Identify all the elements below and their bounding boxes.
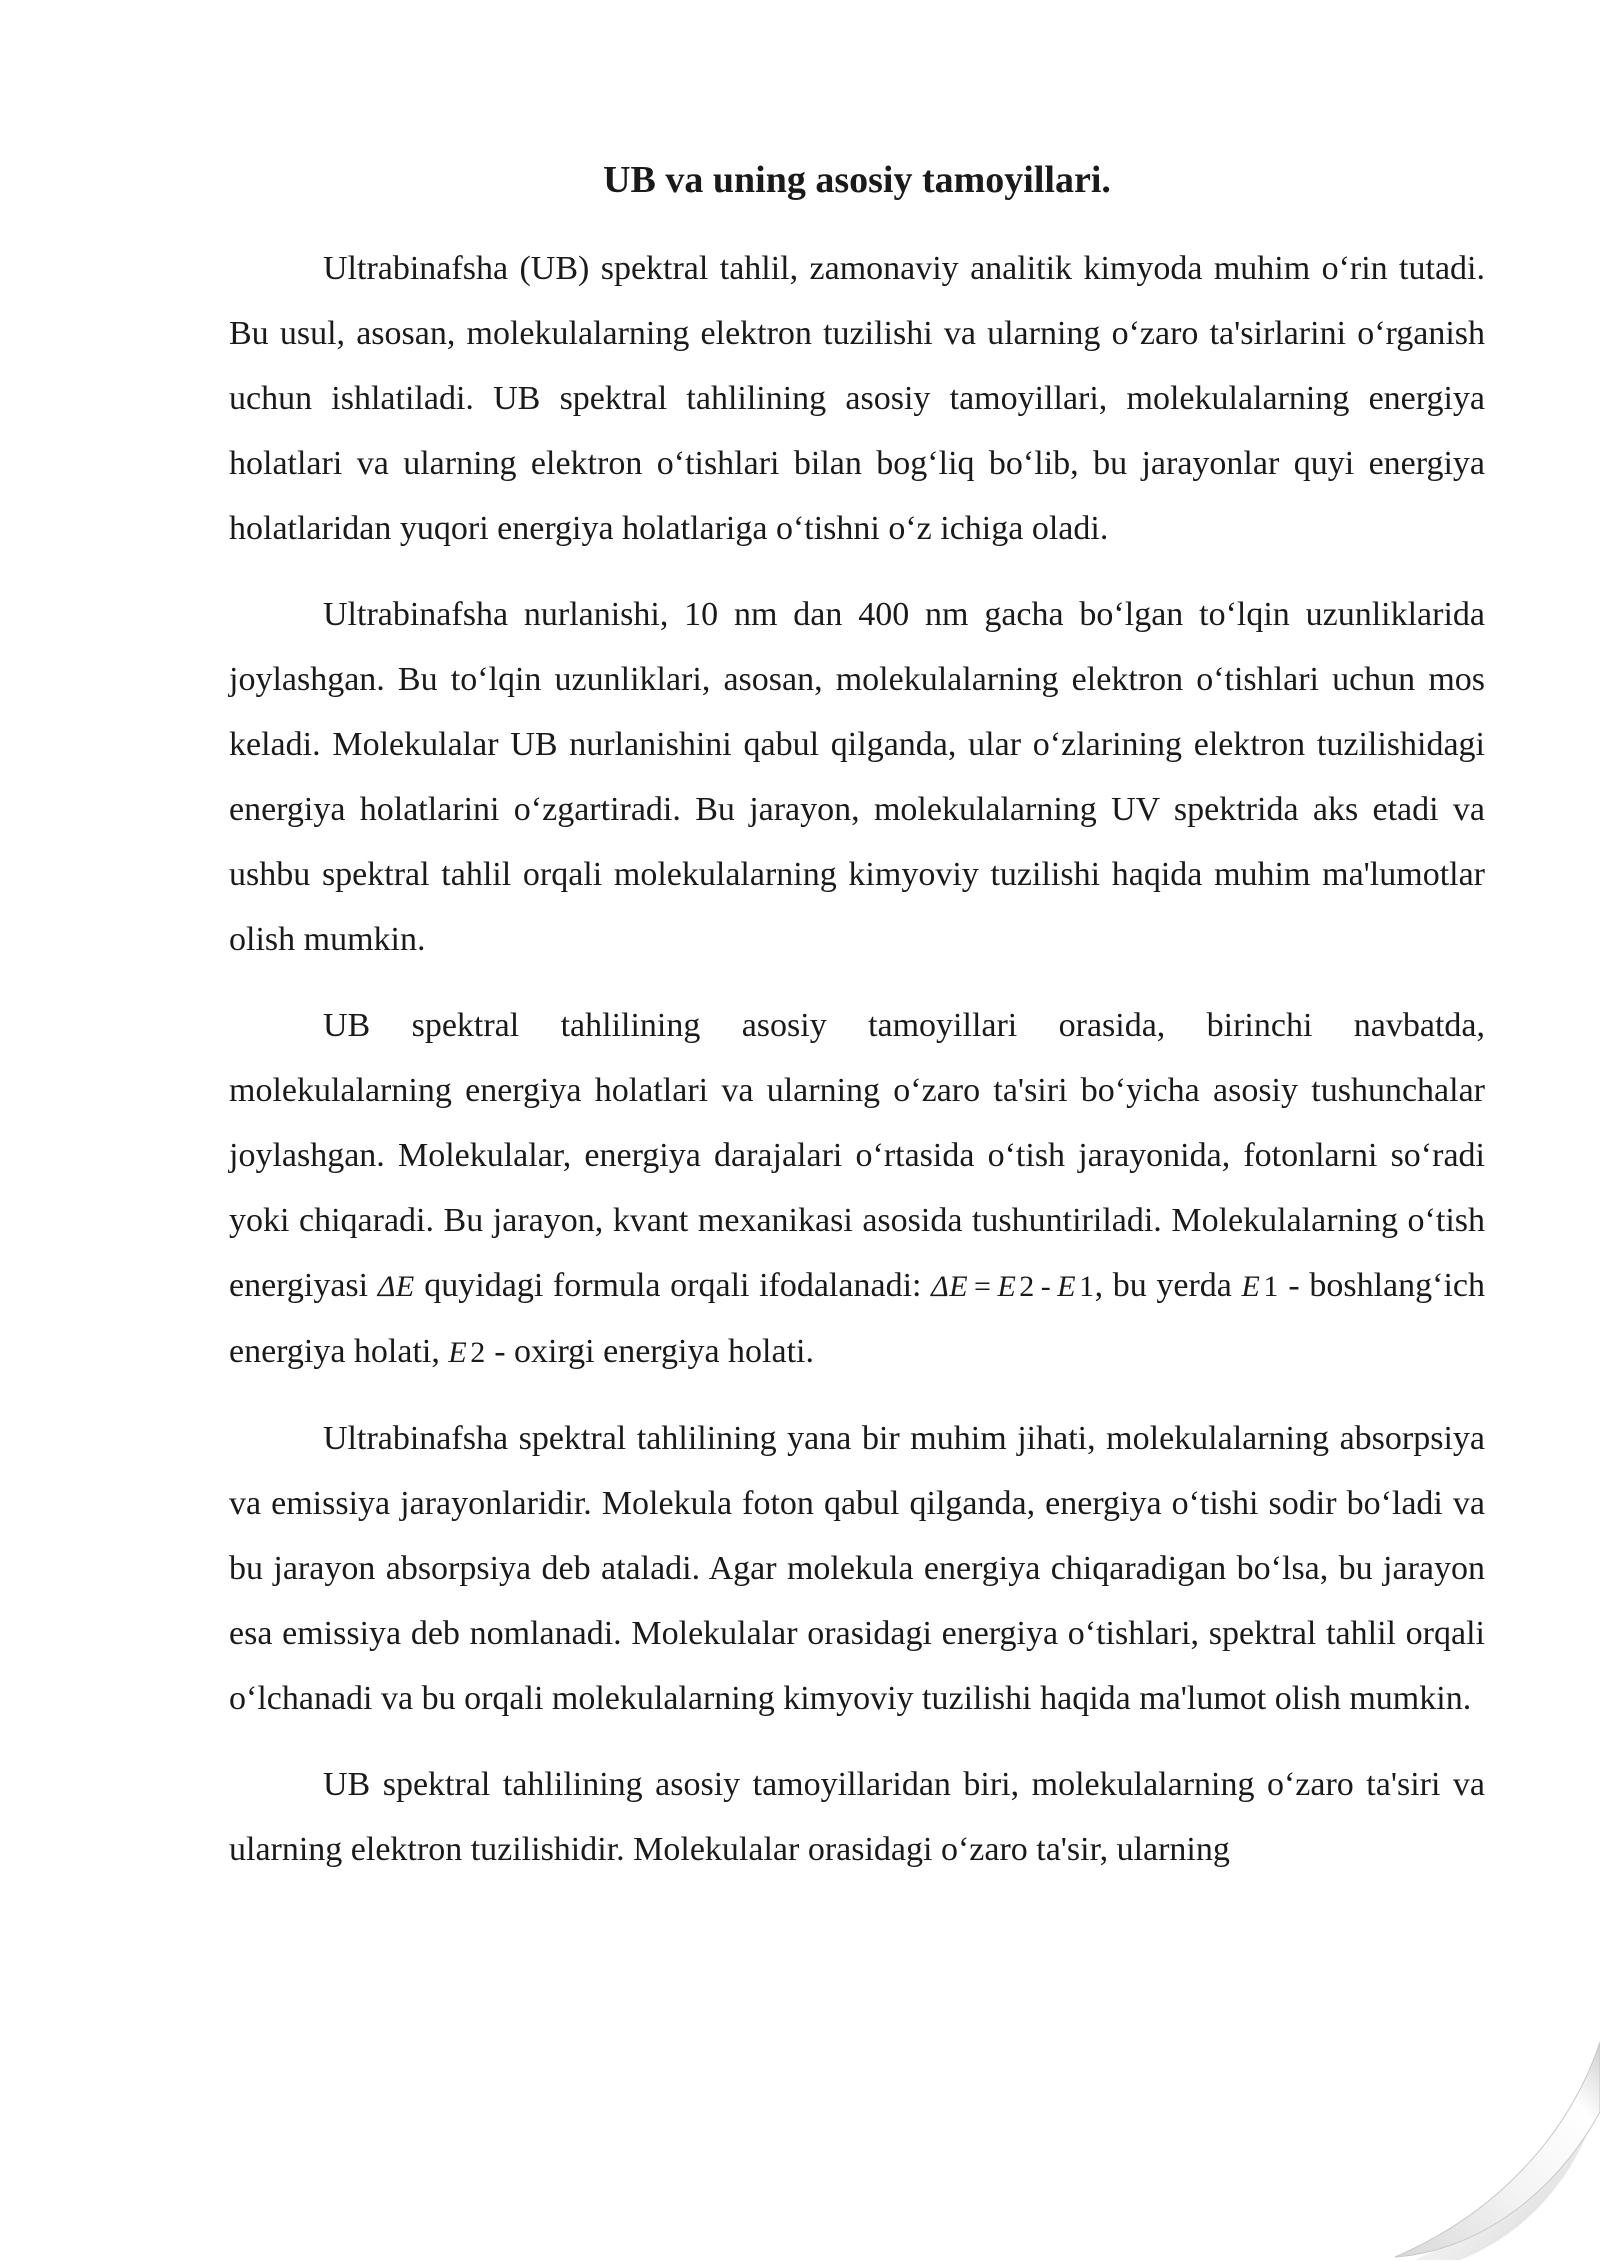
paragraph-absorption: Ultrabinafsha spektral tahlilining yana bir muhim jihati, molekulalarning absorpsiya va emissiya jarayonlaridir. Molekula foton qabul qilganda, energiya o‘tishi sodir bo‘ladi va bu jarayon absorpsiya deb ataladi. Agar molekula energiya chiqaradigan bo‘lsa, bu jarayon esa emissiya deb nomlanadi. Molekulalar orasidagi energiya o‘tishlari, spektral tahlil orqali o‘lchanadi va bu orqali molekulalarning kimyoviy tuzilishi haqida ma'lumot olish mumkin. xyxy=(229,1420,1485,1717)
formula-paragraph-text: - oxirgi energiya holati. xyxy=(485,1333,814,1370)
paragraph-formula xyxy=(229,993,1485,1385)
formula-paragraph-text: , bu yerda xyxy=(1094,1267,1242,1304)
document-title: UB va uning asosiy tamoyillari. xyxy=(603,159,1111,201)
formula-paragraph-text: - boshlang‘ich energiya holati, xyxy=(229,1267,1486,1370)
formula-paragraph-text: UB spektral tahlilining asosiy tamoyillari orasida, birinchi navbatda, molekulalarning energiya holatlari va ularning o‘zaro ta'siri bo‘yicha asosiy tushunchalar joylashgan. Molekulalar, energiya darajalari o‘rtasida o‘tish jarayonida, fotonlarni so‘radi yoki chiqaradi. Bu jarayon, kvant mexanikasi asosida tushuntiriladi. Molekulalarning o‘tish energiyasi xyxy=(229,1007,1485,1304)
e1-symbol: E 1 xyxy=(1241,1270,1279,1303)
document-body xyxy=(229,150,1485,1903)
energy-formula: ΔE = E 2 - E 1 xyxy=(931,1270,1095,1303)
paragraph-uv-range: Ultrabinafsha nurlanishi, 10 nm dan 400 nm gacha bo‘lgan to‘lqin uzunliklarida joylashgan. Bu to‘lqin uzunliklari, asosan, molekulalarning elektron o‘tishlari uchun mos keladi. Molekulalar UB nurlanishini qabul qilganda, ular o‘zlarining elektron tuzilishidagi energiya holatlarini o‘zgartiradi. Bu jarayon, molekulalarning UV spektrida aks etadi va ushbu spektral tahlil orqali molekulalarning kimyoviy tuzilishi haqida muhim ma'lumotlar olish mumkin. xyxy=(229,596,1485,958)
delta-e-symbol: ΔE xyxy=(377,1270,415,1303)
formula-paragraph-text: quyidagi formula orqali ifodalanadi: xyxy=(414,1267,932,1304)
paragraph-intro: Ultrabinafsha (UB) spektral tahlil, zamonaviy analitik kimyoda muhim o‘rin tutadi. Bu usul, asosan, molekulalarning elektron tuzilishi va ularning o‘zaro ta'sirlarini o‘rganish uchun ishlatiladi. UB spektral tahlilining asosiy tamoyillari, molekulalarning energiya holatlari va ularning elektron o‘tishlari bilan bog‘liq bo‘lib, bu jarayonlar quyi energiya holatlaridan yuqori energiya holatlariga o‘tishni o‘z ichiga oladi. xyxy=(229,250,1485,547)
page-curl-decoration xyxy=(1340,2002,1600,2262)
e2-symbol: E 2 xyxy=(448,1336,486,1369)
paragraph-interaction: UB spektral tahlilining asosiy tamoyillaridan biri, molekulalarning o‘zaro ta'siri va ularning elektron tuzilishidir. Molekulalar orasidagi o‘zaro ta'sir, ularning xyxy=(229,1766,1485,1868)
